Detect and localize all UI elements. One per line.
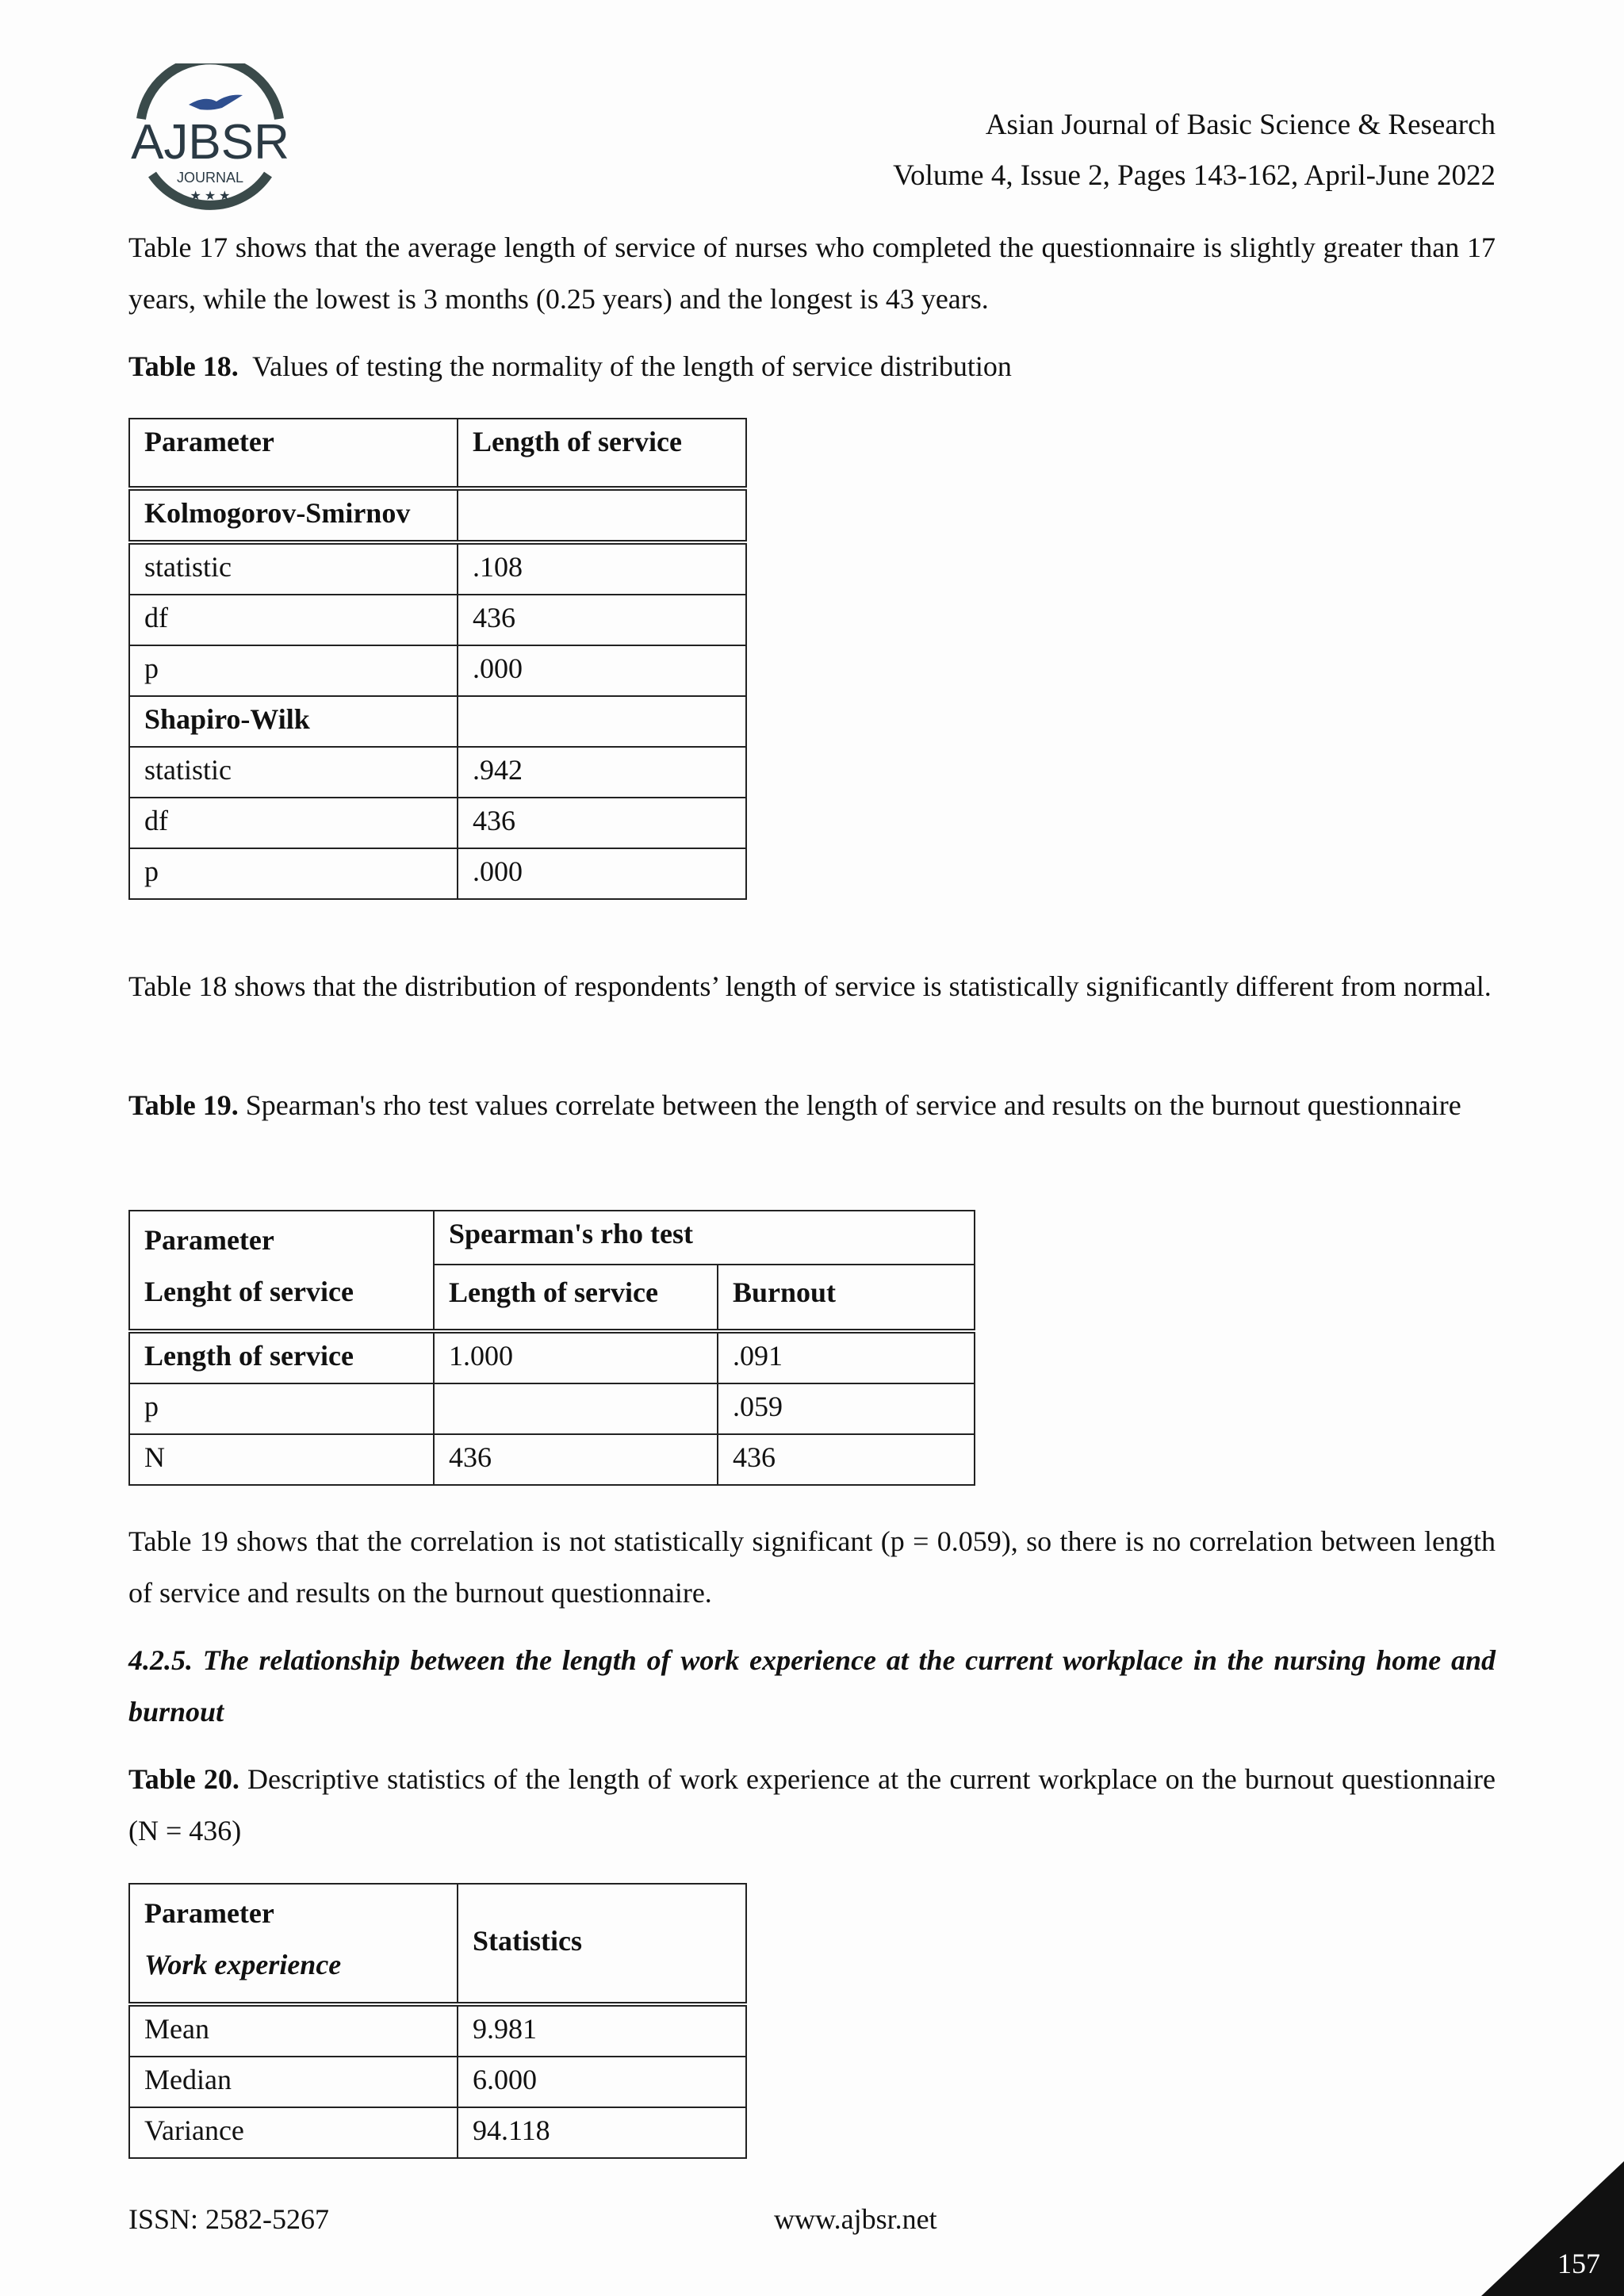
table-cell: Length of service [129, 1331, 434, 1383]
journal-logo [117, 63, 303, 222]
table-cell: .108 [458, 542, 746, 595]
table20-param-sub: Work experience [144, 1949, 342, 1980]
table-cell [458, 696, 746, 747]
table-row [129, 1383, 975, 1434]
table-row [129, 419, 746, 488]
table-cell: Mean [129, 2004, 458, 2057]
table-cell: p [129, 1383, 434, 1434]
table18-label: Table 18. [128, 350, 239, 382]
paragraph-table17-summary: Table 17 shows that the average length of service of nurses who completed the questionnaire is slightly greater than 17 years, while the lowest is 3 months (0.25 years) and the longest is 43 years. [128, 232, 1496, 315]
table-cell: .942 [458, 747, 746, 798]
table-cell: 436 [458, 595, 746, 645]
table-row [129, 542, 746, 595]
table-cell: statistic [129, 542, 458, 595]
table-header-cell: Parameter [129, 419, 458, 488]
table-cell: 436 [718, 1434, 975, 1485]
volume-info: Volume 4, Issue 2, Pages 143-162, April-June 2022 [893, 159, 1496, 192]
table-header-cell [129, 1211, 434, 1331]
table-row [129, 645, 746, 696]
svg-text:AJBSR: AJBSR [131, 115, 289, 170]
journal-name: Asian Journal of Basic Science & Research [985, 109, 1496, 141]
table-cell: p [129, 645, 458, 696]
table19-caption-text: Spearman's rho test values correlate between the length of service and results on the burnout questionnaire [245, 1089, 1461, 1121]
paragraph-table19-summary: Table 19 shows that the correlation is not statistically significant (p = 0.059), so there is no correlation between length of service and results on the burnout questionnaire. [128, 1525, 1496, 1609]
table-cell: Kolmogorov-Smirnov [129, 488, 458, 542]
table-cell: df [129, 798, 458, 848]
table-row [129, 2004, 746, 2057]
section-heading: 4.2.5. The relationship between the length of work experience at the current workplace in the nursing home and burnout [128, 1644, 1496, 1728]
table-cell: Variance [129, 2107, 458, 2158]
table20-caption [128, 1754, 1496, 1857]
footer-website: www.ajbsr.net [774, 2203, 937, 2235]
table-row [129, 1884, 746, 2004]
table-header-cell: Statistics [458, 1884, 746, 2004]
table-cell: 94.118 [458, 2107, 746, 2158]
table18-caption-text: Values of testing the normality of the length of service distribution [252, 350, 1012, 382]
table-cell: .059 [718, 1383, 975, 1434]
table-18 [128, 418, 747, 900]
page-number: 157 [1557, 2248, 1600, 2279]
table-19 [128, 1210, 975, 1486]
table-cell [434, 1383, 718, 1434]
table-row [129, 798, 746, 848]
table-cell [458, 488, 746, 542]
table-header-cell: Spearman's rho test [434, 1211, 975, 1265]
table-cell: p [129, 848, 458, 899]
table-row [129, 1434, 975, 1485]
table-cell: Median [129, 2057, 458, 2107]
table19-param-label: Parameter [144, 1224, 274, 1256]
table-row [129, 595, 746, 645]
table-cell: 9.981 [458, 2004, 746, 2057]
page-corner-decoration [1481, 2161, 1624, 2296]
footer-issn: ISSN: 2582-5267 [128, 2203, 330, 2235]
table-20 [128, 1883, 747, 2159]
table-cell: .000 [458, 645, 746, 696]
table-cell: statistic [129, 747, 458, 798]
table-row [129, 2107, 746, 2158]
table-row [129, 1331, 975, 1383]
table-cell: .000 [458, 848, 746, 899]
table-row [129, 2057, 746, 2107]
svg-text:★ ★ ★: ★ ★ ★ [190, 189, 231, 203]
table-row [129, 848, 746, 899]
table20-param-label: Parameter [144, 1897, 274, 1929]
table-row [129, 1211, 975, 1265]
table-cell: .091 [718, 1331, 975, 1383]
table20-caption-text: Descriptive statistics of the length of work experience at the current workplace on the burnout questionnaire (N = 436) [128, 1763, 1496, 1846]
table-cell: N [129, 1434, 434, 1485]
table-row [129, 488, 746, 542]
table-cell: 436 [434, 1434, 718, 1485]
table-header-cell [129, 1884, 458, 2004]
table19-param-sub: Lenght of service [144, 1276, 354, 1307]
table-header-cell: Length of service [434, 1265, 718, 1331]
table-cell: 6.000 [458, 2057, 746, 2107]
table-cell: df [129, 595, 458, 645]
table-cell: 1.000 [434, 1331, 718, 1383]
paragraph-table18-summary: Table 18 shows that the distribution of respondents’ length of service is statistically significantly different from normal. [128, 970, 1492, 1002]
table-row [129, 747, 746, 798]
table-cell: 436 [458, 798, 746, 848]
table-cell: Shapiro-Wilk [129, 696, 458, 747]
table-row [129, 696, 746, 747]
table-header-cell: Length of service [458, 419, 746, 488]
table-header-cell: Burnout [718, 1265, 975, 1331]
table20-label: Table 20. [128, 1763, 239, 1795]
svg-text:JOURNAL: JOURNAL [176, 170, 244, 186]
table19-caption [128, 1080, 1496, 1131]
table19-label: Table 19. [128, 1089, 239, 1121]
table18-caption [128, 341, 1496, 392]
